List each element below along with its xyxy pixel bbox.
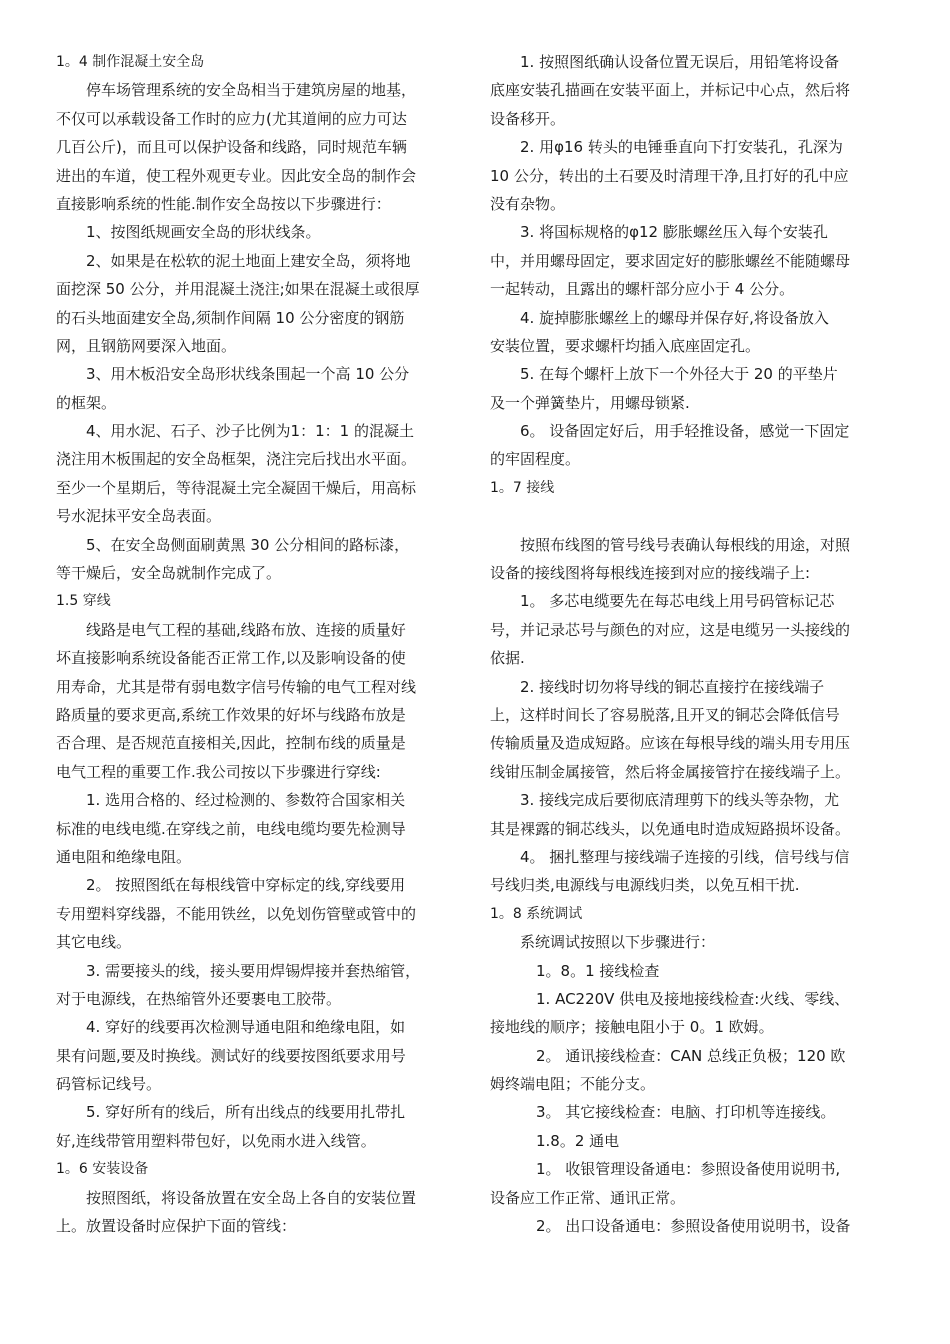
text-line: 电气工程的重要工作.我公司按以下步骤进行穿线: — [56, 762, 381, 781]
section-heading: 1。8 系统调试 — [490, 905, 583, 922]
text-line: 按照图纸，将设备放置在安全岛上各自的安装位置 — [86, 1188, 417, 1207]
text-line: 路质量的要求更高,系统工作效果的好坏与线路布放是 — [56, 705, 406, 724]
text-line: 1. 选用合格的、经过检测的、参数符合国家相关 — [86, 791, 406, 810]
text-line: 4、用水泥、石子、沙子比例为1：1：1 的混凝土 — [86, 422, 414, 441]
text-line: 4。 捆扎整理与接线端子连接的引线，信号线与信 — [520, 847, 850, 866]
blank-line — [490, 502, 900, 530]
text-line: 没有杂物。 — [490, 194, 566, 213]
text-line: 号水泥抹平安全岛表面。 — [56, 507, 222, 526]
text-line: 用寿命，尤其是带有弱电数字信号传输的电气工程对线 — [56, 677, 417, 696]
left-column — [56, 48, 466, 1240]
text-line: 2. 用φ16 转头的电锤垂直向下打安装孔，孔深为 — [520, 138, 843, 157]
text-line: 及一个弹簧垫片，用螺母锁紧. — [490, 393, 690, 412]
section-heading: 1。7 接线 — [490, 479, 555, 496]
text-line: 码管标记线号。 — [56, 1075, 162, 1094]
text-line: 设备移开。 — [490, 109, 566, 128]
text-line: 2。 通讯接线检查：CAN 总线正负极；120 欧 — [536, 1046, 846, 1065]
text-line: 1. 按照图纸确认设备位置无误后，用铅笔将设备 — [520, 53, 840, 71]
text-line: 停车场管理系统的安全岛相当于建筑房屋的地基， — [86, 81, 417, 100]
text-line: 4. 旋掉膨胀螺丝上的螺母并保存好,将设备放入 — [520, 308, 829, 327]
text-line: 5. 穿好所有的线后，所有出线点的线要用扎带扎 — [86, 1103, 406, 1122]
text-line: 一起转动，且露出的螺杆部分应小于 4 公分。 — [490, 280, 795, 299]
section-heading: 1。4 制作混凝土安全岛 — [56, 54, 205, 70]
text-line: 设备应工作正常、通讯正常。 — [490, 1188, 686, 1207]
text-line: 号，并记录芯号与颜色的对应，这是电缆另一头接线的 — [490, 620, 851, 639]
text-line: 5. 在每个螺杆上放下一个外径大于 20 的平垫片 — [520, 365, 838, 384]
text-line: 线钳压制金属接管，然后将金属接管拧在接线端子上。 — [490, 762, 851, 781]
text-line: 中，并用螺母固定，要求固定好的膨胀螺丝不能随螺母 — [490, 251, 851, 270]
section-heading: 1.5 穿线 — [56, 593, 111, 610]
text-line: 1. AC220V 供电及接地接线检查:火线、零线、 — [536, 989, 850, 1008]
text-line: 至少一个星期后，等待混凝土完全凝固干燥后，用高标 — [56, 478, 417, 497]
text-line: 上，这样时间长了容易脱落,且开叉的铜芯会降低信号 — [490, 705, 840, 724]
text-line: 标准的电线电缆.在穿线之前，电线电缆均要先检测导 — [56, 819, 406, 838]
text-line: 2。 出口设备通电：参照设备使用说明书，设备 — [536, 1217, 851, 1236]
text-line: 姆终端电阻；不能分支。 — [490, 1075, 656, 1094]
text-line: 1。 多芯电缆要先在每芯电线上用号码管标记芯 — [520, 592, 835, 611]
text-line: 浇注用木板围起的安全岛框架，浇注完后找出水平面。 — [56, 450, 417, 469]
text-line: 的牢固程度。 — [490, 450, 581, 469]
text-line: 底座安装孔描画在安装平面上，并标记中心点，然后将 — [490, 81, 851, 100]
right-column — [490, 48, 900, 1240]
text-line: 6。 设备固定好后，用手轻推设备，感觉一下固定 — [520, 422, 850, 441]
text-line: 3. 将国标规格的φ12 膨胀螺丝压入每个安装孔 — [520, 223, 828, 242]
text-line: 的石头地面建安全岛,须制作间隔 10 公分密度的钢筋 — [56, 308, 405, 327]
text-line: 传输质量及造成短路。应该在每根导线的端头用专用压 — [490, 734, 851, 753]
text-line: 1、按图纸规画安全岛的形状线条。 — [86, 223, 321, 242]
text-line: 上。放置设备时应保护下面的管线： — [56, 1217, 297, 1236]
text-line: 3、用木板沿安全岛形状线条围起一个高 10 公分 — [86, 365, 410, 384]
text-line: 线路是电气工程的基础,线路布放、连接的质量好 — [86, 620, 406, 639]
text-line: 专用塑料穿线器，不能用铁丝，以免划伤管壁或管中的 — [56, 904, 417, 923]
text-line: 通电阻和绝缘电阻。 — [56, 847, 192, 866]
text-line: 1.8。2 通电 — [536, 1131, 620, 1150]
text-line: 其它电线。 — [56, 933, 132, 952]
text-line: 2。 按照图纸在每根线管中穿标定的线,穿线要用 — [86, 876, 406, 895]
text-line: 安装位置，要求螺杆均插入底座固定孔。 — [490, 336, 761, 355]
text-line: 不仅可以承载设备工作时的应力(尤其道闸的应力可达 — [56, 109, 407, 128]
text-line: 10 公分，转出的土石要及时清理干净,且打好的孔中应 — [490, 166, 849, 185]
text-line: 坏直接影响系统设备能否正常工作,以及影响设备的使 — [56, 649, 406, 668]
text-line: 设备的接线图将每根线连接到对应的接线端子上: — [490, 564, 811, 583]
text-line: 3. 需要接头的线，接头要用焊锡焊接并套热缩管， — [86, 961, 421, 980]
text-line: 3. 接线完成后要彻底清理剪下的线头等杂物，尤 — [520, 791, 840, 810]
text-line: 果有问题,要及时换线。测试好的线要按图纸要求用号 — [56, 1046, 406, 1065]
text-line: 接地线的顺序；接触电阻小于 0。1 欧姆。 — [490, 1018, 774, 1037]
text-line: 网，且钢筋网要深入地面。 — [56, 336, 237, 355]
text-line: 3。 其它接线检查：电脑、打印机等连接线。 — [536, 1103, 836, 1122]
text-line: 否合理、是否规范直接相关,因此，控制布线的质量是 — [56, 734, 406, 753]
text-line: 5、在安全岛侧面刷黄黑 30 公分相间的路标漆， — [86, 535, 410, 554]
text-line: 2、如果是在松软的泥土地面上建安全岛，须将地 — [86, 251, 411, 270]
section-heading: 1。6 安装设备 — [56, 1161, 149, 1178]
text-line: 对于电源线，在热缩管外还要裹电工胶带。 — [56, 989, 342, 1008]
text-line: 2. 接线时切勿将导线的铜芯直接拧在接线端子 — [520, 677, 825, 696]
text-line: 系统调试按照以下步骤进行： — [520, 933, 716, 952]
text-line: 的框架。 — [56, 393, 117, 412]
text-line: 进出的车道，使工程外观更专业。因此安全岛的制作会 — [56, 166, 417, 185]
text-line: 按照布线图的管号线号表确认每根线的用途，对照 — [520, 535, 851, 554]
text-line: 等干燥后，安全岛就制作完成了。 — [56, 564, 282, 583]
text-line: 号线归类,电源线与电源线归类，以免互相干扰. — [490, 876, 800, 895]
text-line: 直接影响系统的性能.制作安全岛按以下步骤进行： — [56, 194, 391, 213]
text-line: 面挖深 50 公分，并用混凝土浇注;如果在混凝土或很厚 — [56, 280, 420, 299]
text-line: 1。8。1 接线检查 — [536, 961, 660, 980]
text-line: 其是裸露的铜芯线头，以免通电时造成短路损坏设备。 — [490, 819, 851, 838]
text-line: 好,连线带管用塑料带包好，以免雨水进入线管。 — [56, 1131, 376, 1150]
text-line: 依据. — [490, 649, 525, 668]
text-line: 4. 穿好的线要再次检测导通电阻和绝缘电阻，如 — [86, 1018, 406, 1037]
text-line: 1。 收银管理设备通电：参照设备使用说明书, — [536, 1160, 841, 1179]
text-line: 几百公斤)，而且可以保护设备和线路，同时规范车辆 — [56, 138, 407, 157]
